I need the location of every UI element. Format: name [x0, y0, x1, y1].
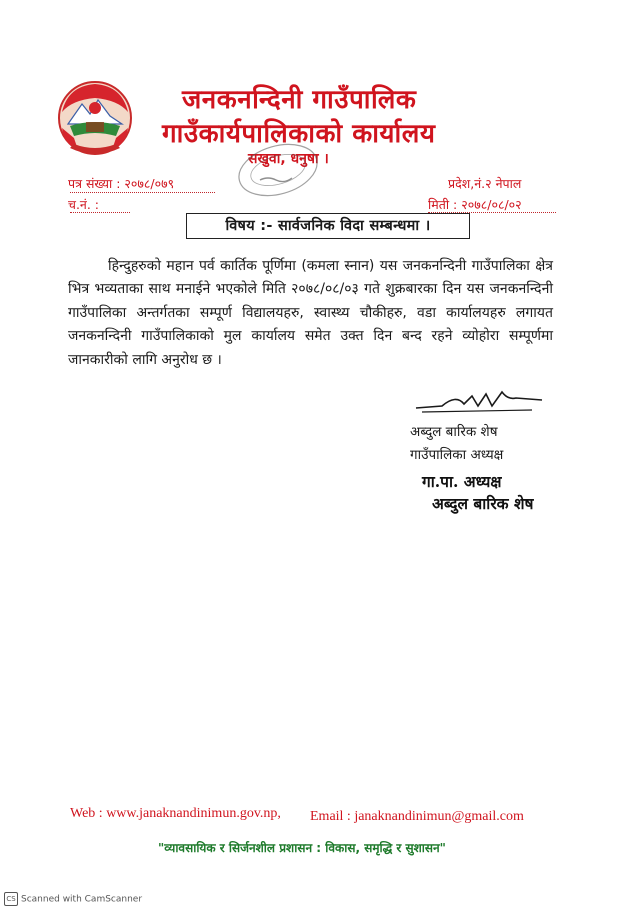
- dispatch-number: च.नं. :: [68, 197, 100, 212]
- signatory-title: गाउँपालिका अध्यक्ष: [410, 447, 504, 463]
- subject-box: विषय :- सार्वजनिक विदा सम्बन्धमा ।: [186, 213, 470, 239]
- signatory-name: अब्दुल बारिक शेष: [410, 424, 498, 440]
- camscanner-icon: CS: [4, 892, 18, 906]
- office-title-line1: जनकनन्दिनी गाउँपालिक: [182, 85, 417, 115]
- seal-designation: गा.पा. अध्यक्ष: [422, 472, 502, 491]
- scanner-watermark: [4, 892, 142, 906]
- seal-name: अब्दुल बारिक शेष: [432, 494, 534, 513]
- letter-body: हिन्दुहरुको महान पर्व कार्तिक पूर्णिमा (कमला स्नान) यस जनकनन्दिनी गाउँपालिका क्षेत्र भित्र भव्यताका साथ मनाईने भएकोले मिति २०७८/०८/०३ गते शुक्रबारका दिन यस जनकनन्दिनी गाउँपालिका अन्तर्गतका सम्पूर्ण विद्यालयहरु, स्वास्थ्य चौकीहरु, वडा कार्यालयहरु लगायत जनकनन्दिनी गाउँपालिकाको मुल कार्यालय समेत उक्त दिन बन्द रहने व्योहोरा सम्पूर्णमा जानकारीको लागि अनुरोध छ ।: [68, 258, 553, 368]
- footer-email: Email : janaknandinimun@gmail.com: [310, 809, 524, 824]
- footer-website: Web : www.janaknandinimun.gov.np,: [70, 806, 281, 821]
- handwritten-signature: [412, 384, 552, 416]
- letter-number-line: [70, 192, 215, 193]
- office-seal-stamp: [232, 138, 324, 202]
- date-label: मिती : २०७८/०८/०२: [428, 197, 522, 212]
- province-label: प्रदेश,नं.२ नेपाल: [448, 176, 522, 191]
- office-title-line2: गाउँकार्यपालिकाको कार्यालय: [162, 119, 436, 149]
- dispatch-number-line: [70, 212, 130, 213]
- letter-number: पत्र संख्या : २०७८/०७९: [68, 176, 175, 191]
- office-location: सखुवा, धनुषा ।: [248, 151, 329, 167]
- scanner-text: Scanned with CamScanner: [21, 894, 143, 905]
- nepal-emblem-logo: [56, 78, 134, 160]
- footer-motto: "व्यावसायिक र सिर्जनशील प्रशासन : विकास, समृद्धि र सुशासन": [158, 841, 446, 855]
